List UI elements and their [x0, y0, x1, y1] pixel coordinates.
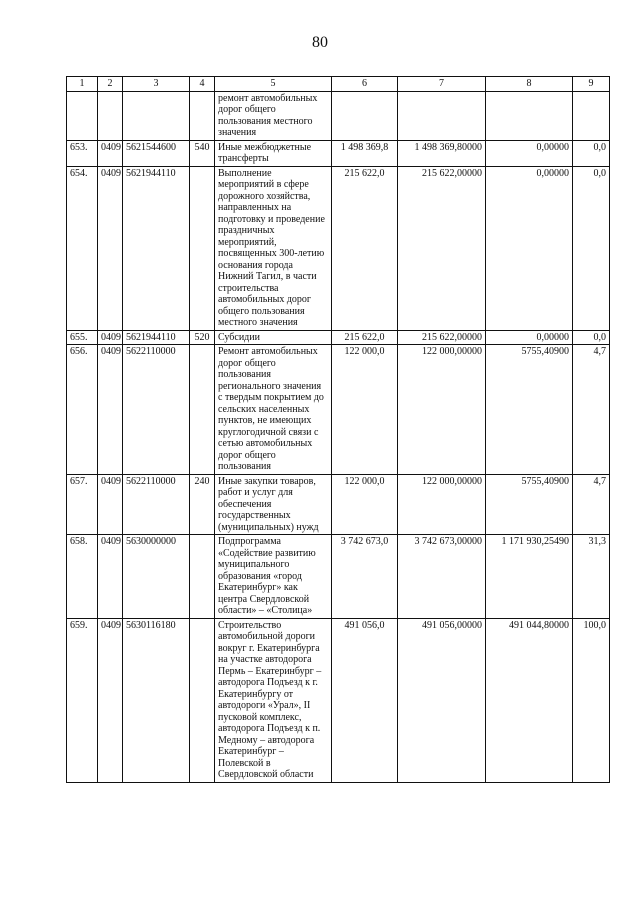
- page-number: 80: [312, 34, 328, 51]
- percent-executed: 31,3: [573, 535, 610, 619]
- section-code: 0409: [98, 140, 123, 166]
- amount-col7: 3 742 673,00000: [398, 535, 486, 619]
- executed-amount: [486, 91, 573, 140]
- executed-amount: 5755,40900: [486, 474, 573, 535]
- planned-amount: 122 000,0: [332, 474, 398, 535]
- col-header-8: 8: [486, 77, 573, 92]
- table-row: [67, 140, 610, 166]
- section-code: 0409: [98, 618, 123, 782]
- planned-amount: [332, 91, 398, 140]
- item-name: Иные межбюджетные трансферты: [215, 140, 332, 166]
- table-row: [67, 91, 610, 140]
- item-name: Выполнение мероприятий в сфере дорожного хозяйства, направленных на подготовку и проведение праздничных мероприятий, посвященных 300-летию основания города Нижний Тагил, в части строительства автомобильных дорог общего пользования местного значения: [215, 166, 332, 330]
- executed-amount: 491 044,80000: [486, 618, 573, 782]
- planned-amount: 215 622,0: [332, 330, 398, 345]
- planned-amount: 122 000,0: [332, 345, 398, 475]
- planned-amount: 1 498 369,8: [332, 140, 398, 166]
- table-row: [67, 535, 610, 619]
- target-code: 5630000000: [123, 535, 190, 619]
- amount-col7: [398, 91, 486, 140]
- expense-type: [190, 91, 215, 140]
- item-name: ремонт автомобильных дорог общего пользования местного значения: [215, 91, 332, 140]
- table-row: [67, 166, 610, 330]
- row-number: 653.: [67, 140, 98, 166]
- row-number: 656.: [67, 345, 98, 475]
- target-code: 5621944110: [123, 330, 190, 345]
- col-header-2: 2: [98, 77, 123, 92]
- expense-type: 240: [190, 474, 215, 535]
- amount-col7: 215 622,00000: [398, 166, 486, 330]
- budget-table: [66, 76, 610, 783]
- row-number: 658.: [67, 535, 98, 619]
- percent-executed: [573, 91, 610, 140]
- section-code: 0409: [98, 345, 123, 475]
- expense-type: 520: [190, 330, 215, 345]
- section-code: 0409: [98, 166, 123, 330]
- col-header-3: 3: [123, 77, 190, 92]
- table-row: [67, 345, 610, 475]
- target-code: 5622110000: [123, 345, 190, 475]
- col-header-6: 6: [332, 77, 398, 92]
- col-header-7: 7: [398, 77, 486, 92]
- executed-amount: 0,00000: [486, 140, 573, 166]
- amount-col7: 215 622,00000: [398, 330, 486, 345]
- executed-amount: 5755,40900: [486, 345, 573, 475]
- section-code: [98, 91, 123, 140]
- section-code: 0409: [98, 535, 123, 619]
- amount-col7: 122 000,00000: [398, 345, 486, 475]
- item-name: Ремонт автомобильных дорог общего пользования регионального значения с твердым покрытием до сельских населенных пунктов, не имеющих круглогодичной связи с сетью автомобильных дорог общего пользования: [215, 345, 332, 475]
- amount-col7: 122 000,00000: [398, 474, 486, 535]
- executed-amount: 0,00000: [486, 166, 573, 330]
- amount-col7: 1 498 369,80000: [398, 140, 486, 166]
- item-name: Субсидии: [215, 330, 332, 345]
- table-row: [67, 330, 610, 345]
- item-name: Иные закупки товаров, работ и услуг для обеспечения государственных (муниципальных) нужд: [215, 474, 332, 535]
- planned-amount: 491 056,0: [332, 618, 398, 782]
- target-code: 5630116180: [123, 618, 190, 782]
- col-header-1: 1: [67, 77, 98, 92]
- col-header-9: 9: [573, 77, 610, 92]
- target-code: [123, 91, 190, 140]
- target-code: 5622110000: [123, 474, 190, 535]
- planned-amount: 215 622,0: [332, 166, 398, 330]
- row-number: 657.: [67, 474, 98, 535]
- executed-amount: 0,00000: [486, 330, 573, 345]
- item-name: Строительство автомобильной дороги вокруг г. Екатеринбурга на участке автодорога Пермь – Екатеринбург – автодорога Подъезд к г. Екатеринбургу от автодороги «Урал», II пусковой комплекс, автодорога Подъезд к п. Медному – автодорога Екатеринбург – Полевской в Свердловской области: [215, 618, 332, 782]
- planned-amount: 3 742 673,0: [332, 535, 398, 619]
- col-header-4: 4: [190, 77, 215, 92]
- expense-type: [190, 618, 215, 782]
- target-code: 5621944110: [123, 166, 190, 330]
- expense-type: 540: [190, 140, 215, 166]
- percent-executed: 4,7: [573, 345, 610, 475]
- row-number: 659.: [67, 618, 98, 782]
- section-code: 0409: [98, 330, 123, 345]
- row-number: 655.: [67, 330, 98, 345]
- executed-amount: 1 171 930,25490: [486, 535, 573, 619]
- amount-col7: 491 056,00000: [398, 618, 486, 782]
- expense-type: [190, 535, 215, 619]
- expense-type: [190, 345, 215, 475]
- target-code: 5621544600: [123, 140, 190, 166]
- item-name: Подпрограмма «Содействие развитию муниципального образования «город Екатеринбург» как центра Свердловской области» – «Столица»: [215, 535, 332, 619]
- percent-executed: 0,0: [573, 140, 610, 166]
- row-number: [67, 91, 98, 140]
- table-row: [67, 618, 610, 782]
- table-header-row: [67, 77, 610, 92]
- col-header-5: 5: [215, 77, 332, 92]
- row-number: 654.: [67, 166, 98, 330]
- expense-type: [190, 166, 215, 330]
- table-row: [67, 474, 610, 535]
- percent-executed: 4,7: [573, 474, 610, 535]
- percent-executed: 0,0: [573, 330, 610, 345]
- percent-executed: 100,0: [573, 618, 610, 782]
- percent-executed: 0,0: [573, 166, 610, 330]
- section-code: 0409: [98, 474, 123, 535]
